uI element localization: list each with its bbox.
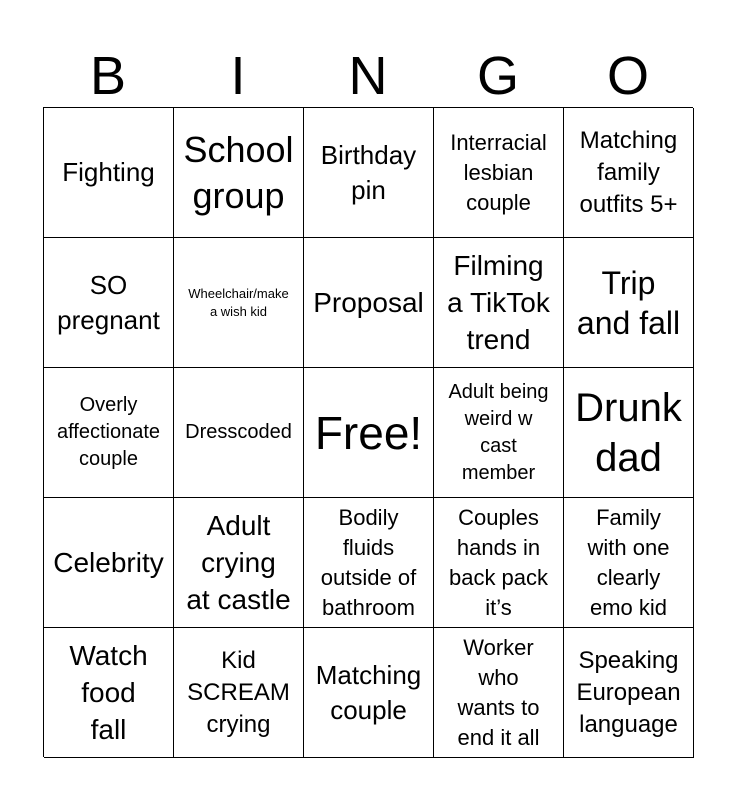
- bingo-cell-r2-c3[interactable]: Proposal: [304, 238, 434, 368]
- bingo-cell-r3-c2[interactable]: Dresscoded: [174, 368, 304, 498]
- header-letter-g: G: [476, 46, 519, 106]
- bingo-cell-r5-c2[interactable]: Kid SCREAM crying: [174, 628, 304, 758]
- bingo-cell-r5-c1[interactable]: Watch food fall: [44, 628, 174, 758]
- header-letter-b: B: [89, 46, 127, 106]
- header-letter-o: O: [606, 46, 649, 106]
- header-letter-n: N: [348, 46, 388, 106]
- bingo-cell-r3-c1[interactable]: Overly affectionate couple: [44, 368, 174, 498]
- bingo-cell-r3-c4[interactable]: Adult being weird w cast member: [434, 368, 564, 498]
- bingo-cell-r4-c2[interactable]: Adult crying at castle: [174, 498, 304, 628]
- bingo-cell-r1-c2[interactable]: School group: [174, 108, 304, 238]
- bingo-cell-r5-c3[interactable]: Matching couple: [304, 628, 434, 758]
- bingo-cell-r2-c5[interactable]: Trip and fall: [564, 238, 694, 368]
- bingo-cell-r4-c3[interactable]: Bodily fluids outside of bathroom: [304, 498, 434, 628]
- bingo-cell-r2-c2[interactable]: Wheelchair/make a wish kid: [174, 238, 304, 368]
- header-letter-i: I: [230, 46, 246, 106]
- bingo-cell-r4-c1[interactable]: Celebrity: [44, 498, 174, 628]
- bingo-cell-r1-c3[interactable]: Birthday pin: [304, 108, 434, 238]
- bingo-cell-r1-c1[interactable]: Fighting: [44, 108, 174, 238]
- bingo-cell-r5-c5[interactable]: Speaking European language: [564, 628, 694, 758]
- bingo-cell-r2-c1[interactable]: SO pregnant: [44, 238, 174, 368]
- bingo-cell-r5-c4[interactable]: Worker who wants to end it all: [434, 628, 564, 758]
- bingo-cell-r4-c4[interactable]: Couples hands in back pack it’s: [434, 498, 564, 628]
- bingo-board: [43, 107, 693, 757]
- bingo-header: [43, 46, 693, 106]
- bingo-cell-r4-c5[interactable]: Family with one clearly emo kid: [564, 498, 694, 628]
- bingo-cell-r1-c5[interactable]: Matching family outfits 5+: [564, 108, 694, 238]
- bingo-cell-r3-c5[interactable]: Drunk dad: [564, 368, 694, 498]
- bingo-cell-r1-c4[interactable]: Interracial lesbian couple: [434, 108, 564, 238]
- bingo-cell-r2-c4[interactable]: Filming a TikTok trend: [434, 238, 564, 368]
- bingo-cell-free[interactable]: Free!: [304, 368, 434, 498]
